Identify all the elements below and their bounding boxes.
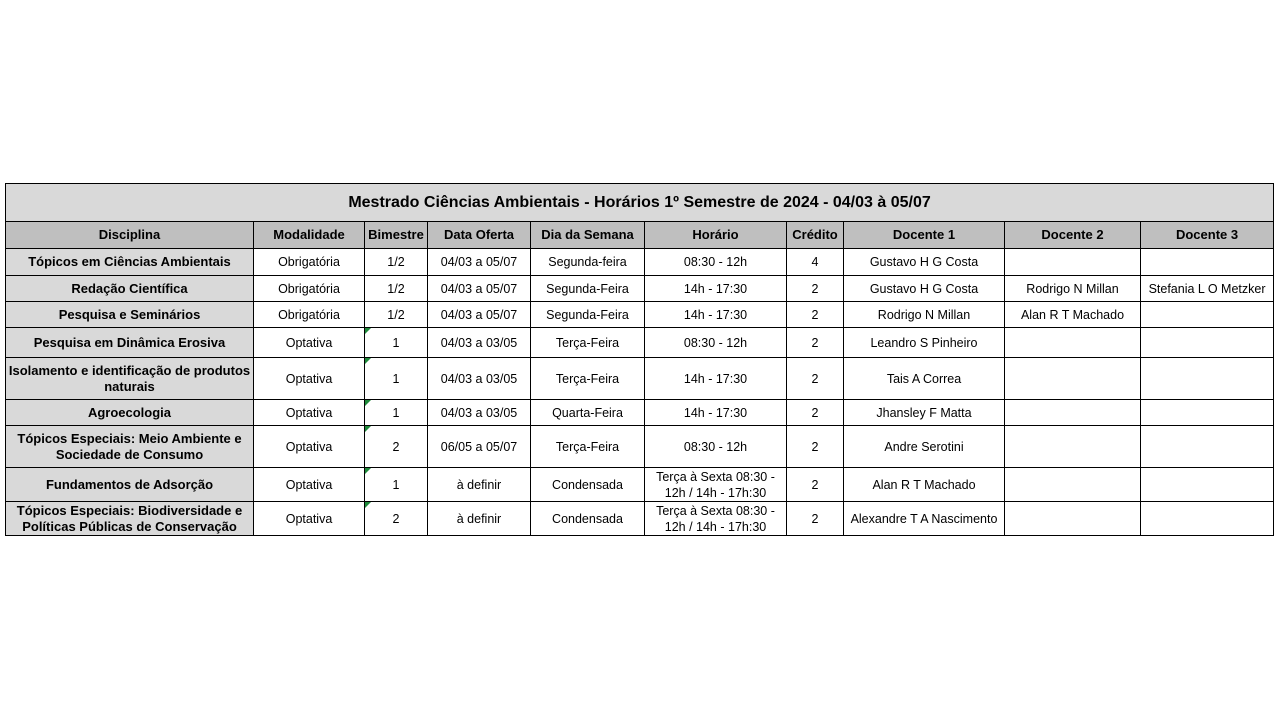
cell-credito: 2 — [787, 328, 844, 358]
col-header-modalidade: Modalidade — [254, 222, 365, 249]
comment-indicator-icon[interactable] — [365, 426, 371, 432]
col-header-docente-1: Docente 1 — [844, 222, 1005, 249]
cell-credito: 4 — [787, 249, 844, 276]
cell-docente-2 — [1005, 468, 1141, 502]
cell-disciplina: Redação Científica — [6, 276, 254, 302]
cell-horario: 08:30 - 12h — [645, 426, 787, 468]
header-row — [6, 222, 1274, 249]
cell-dia-semana: Terça-Feira — [531, 426, 645, 468]
cell-docente-3 — [1141, 400, 1274, 426]
table-row — [6, 502, 1274, 536]
col-header-docente-3: Docente 3 — [1141, 222, 1274, 249]
cell-docente-1: Alexandre T A Nascimento — [844, 502, 1005, 536]
cell-disciplina: Tópicos Especiais: Biodiversidade e Políticas Públicas de Conservação — [6, 502, 254, 536]
table-row — [6, 468, 1274, 502]
table-row — [6, 302, 1274, 328]
cell-bimestre — [365, 400, 428, 426]
cell-dia-semana: Condensada — [531, 502, 645, 536]
cell-disciplina: Tópicos Especiais: Meio Ambiente e Sociedade de Consumo — [6, 426, 254, 468]
cell-data-oferta: 04/03 a 05/07 — [428, 249, 531, 276]
cell-modalidade: Obrigatória — [254, 302, 365, 328]
table-row — [6, 426, 1274, 468]
cell-docente-3 — [1141, 468, 1274, 502]
cell-horario: 08:30 - 12h — [645, 328, 787, 358]
cell-bimestre: 1/2 — [365, 276, 428, 302]
table-title: Mestrado Ciências Ambientais - Horários 1º Semestre de 2024 - 04/03 à 05/07 — [6, 184, 1274, 222]
cell-docente-1: Alan R T Machado — [844, 468, 1005, 502]
cell-credito: 2 — [787, 502, 844, 536]
cell-docente-2: Alan R T Machado — [1005, 302, 1141, 328]
table-row — [6, 328, 1274, 358]
cell-docente-3 — [1141, 358, 1274, 400]
comment-indicator-icon[interactable] — [365, 468, 371, 474]
cell-docente-2 — [1005, 358, 1141, 400]
cell-docente-3 — [1141, 426, 1274, 468]
cell-docente-2 — [1005, 249, 1141, 276]
cell-dia-semana: Segunda-Feira — [531, 276, 645, 302]
cell-modalidade: Optativa — [254, 358, 365, 400]
cell-horario: Terça à Sexta 08:30 - 12h / 14h - 17h:30 — [645, 468, 787, 502]
cell-credito: 2 — [787, 400, 844, 426]
comment-indicator-icon[interactable] — [365, 358, 371, 364]
table-row — [6, 249, 1274, 276]
cell-dia-semana: Condensada — [531, 468, 645, 502]
cell-horario: Terça à Sexta 08:30 - 12h / 14h - 17h:30 — [645, 502, 787, 536]
cell-credito: 2 — [787, 302, 844, 328]
cell-docente-2 — [1005, 400, 1141, 426]
col-header-docente-2: Docente 2 — [1005, 222, 1141, 249]
cell-docente-1: Gustavo H G Costa — [844, 249, 1005, 276]
cell-data-oferta: à definir — [428, 502, 531, 536]
cell-modalidade: Obrigatória — [254, 276, 365, 302]
cell-horario: 14h - 17:30 — [645, 358, 787, 400]
cell-data-oferta: 04/03 a 03/05 — [428, 400, 531, 426]
cell-horario: 14h - 17:30 — [645, 302, 787, 328]
cell-disciplina: Pesquisa e Seminários — [6, 302, 254, 328]
comment-indicator-icon[interactable] — [365, 502, 371, 508]
cell-disciplina: Isolamento e identificação de produtos naturais — [6, 358, 254, 400]
cell-credito: 2 — [787, 276, 844, 302]
cell-bimestre-value: 2 — [392, 439, 400, 454]
cell-credito: 2 — [787, 468, 844, 502]
cell-data-oferta: à definir — [428, 468, 531, 502]
cell-modalidade: Optativa — [254, 400, 365, 426]
cell-bimestre-value: 1 — [392, 477, 400, 492]
cell-modalidade: Obrigatória — [254, 249, 365, 276]
table-row — [6, 400, 1274, 426]
cell-disciplina: Agroecologia — [6, 400, 254, 426]
cell-bimestre: 1/2 — [365, 249, 428, 276]
cell-dia-semana: Segunda-feira — [531, 249, 645, 276]
cell-horario: 08:30 - 12h — [645, 249, 787, 276]
cell-data-oferta: 04/03 a 03/05 — [428, 328, 531, 358]
cell-bimestre — [365, 502, 428, 536]
table-row — [6, 358, 1274, 400]
cell-docente-1: Andre Serotini — [844, 426, 1005, 468]
cell-bimestre-value: 1 — [392, 405, 400, 420]
cell-horario: 14h - 17:30 — [645, 400, 787, 426]
schedule-table — [5, 183, 1274, 536]
cell-modalidade: Optativa — [254, 468, 365, 502]
cell-disciplina: Tópicos em Ciências Ambientais — [6, 249, 254, 276]
cell-docente-2: Rodrigo N Millan — [1005, 276, 1141, 302]
cell-disciplina: Fundamentos de Adsorção — [6, 468, 254, 502]
comment-indicator-icon[interactable] — [365, 328, 371, 334]
col-header-dia-semana: Dia da Semana — [531, 222, 645, 249]
cell-docente-1: Jhansley F Matta — [844, 400, 1005, 426]
cell-bimestre-value: 1 — [392, 371, 400, 386]
cell-dia-semana: Quarta-Feira — [531, 400, 645, 426]
cell-docente-3 — [1141, 328, 1274, 358]
cell-credito: 2 — [787, 426, 844, 468]
cell-modalidade: Optativa — [254, 328, 365, 358]
col-header-data-oferta: Data Oferta — [428, 222, 531, 249]
cell-modalidade: Optativa — [254, 502, 365, 536]
cell-docente-1: Rodrigo N Millan — [844, 302, 1005, 328]
cell-dia-semana: Terça-Feira — [531, 358, 645, 400]
cell-docente-1: Leandro S Pinheiro — [844, 328, 1005, 358]
cell-docente-3: Stefania L O Metzker — [1141, 276, 1274, 302]
table-row — [6, 276, 1274, 302]
cell-dia-semana: Segunda-Feira — [531, 302, 645, 328]
cell-credito: 2 — [787, 358, 844, 400]
cell-bimestre — [365, 426, 428, 468]
cell-horario: 14h - 17:30 — [645, 276, 787, 302]
cell-data-oferta: 04/03 a 03/05 — [428, 358, 531, 400]
cell-docente-3 — [1141, 302, 1274, 328]
cell-disciplina: Pesquisa em Dinâmica Erosiva — [6, 328, 254, 358]
cell-docente-2 — [1005, 426, 1141, 468]
cell-docente-3 — [1141, 502, 1274, 536]
cell-data-oferta: 06/05 a 05/07 — [428, 426, 531, 468]
cell-dia-semana: Terça-Feira — [531, 328, 645, 358]
comment-indicator-icon[interactable] — [365, 400, 371, 406]
col-header-bimestre: Bimestre — [365, 222, 428, 249]
cell-docente-2 — [1005, 502, 1141, 536]
schedule-sheet — [5, 183, 1273, 536]
cell-bimestre — [365, 468, 428, 502]
cell-bimestre-value: 2 — [392, 511, 400, 526]
cell-docente-3 — [1141, 249, 1274, 276]
cell-bimestre — [365, 358, 428, 400]
cell-modalidade: Optativa — [254, 426, 365, 468]
cell-bimestre: 1/2 — [365, 302, 428, 328]
cell-data-oferta: 04/03 a 05/07 — [428, 276, 531, 302]
cell-data-oferta: 04/03 a 05/07 — [428, 302, 531, 328]
cell-docente-1: Gustavo H G Costa — [844, 276, 1005, 302]
col-header-horario: Horário — [645, 222, 787, 249]
cell-docente-2 — [1005, 328, 1141, 358]
cell-bimestre — [365, 328, 428, 358]
cell-docente-1: Tais A Correa — [844, 358, 1005, 400]
cell-bimestre-value: 1 — [392, 335, 400, 350]
col-header-credito: Crédito — [787, 222, 844, 249]
col-header-disciplina: Disciplina — [6, 222, 254, 249]
